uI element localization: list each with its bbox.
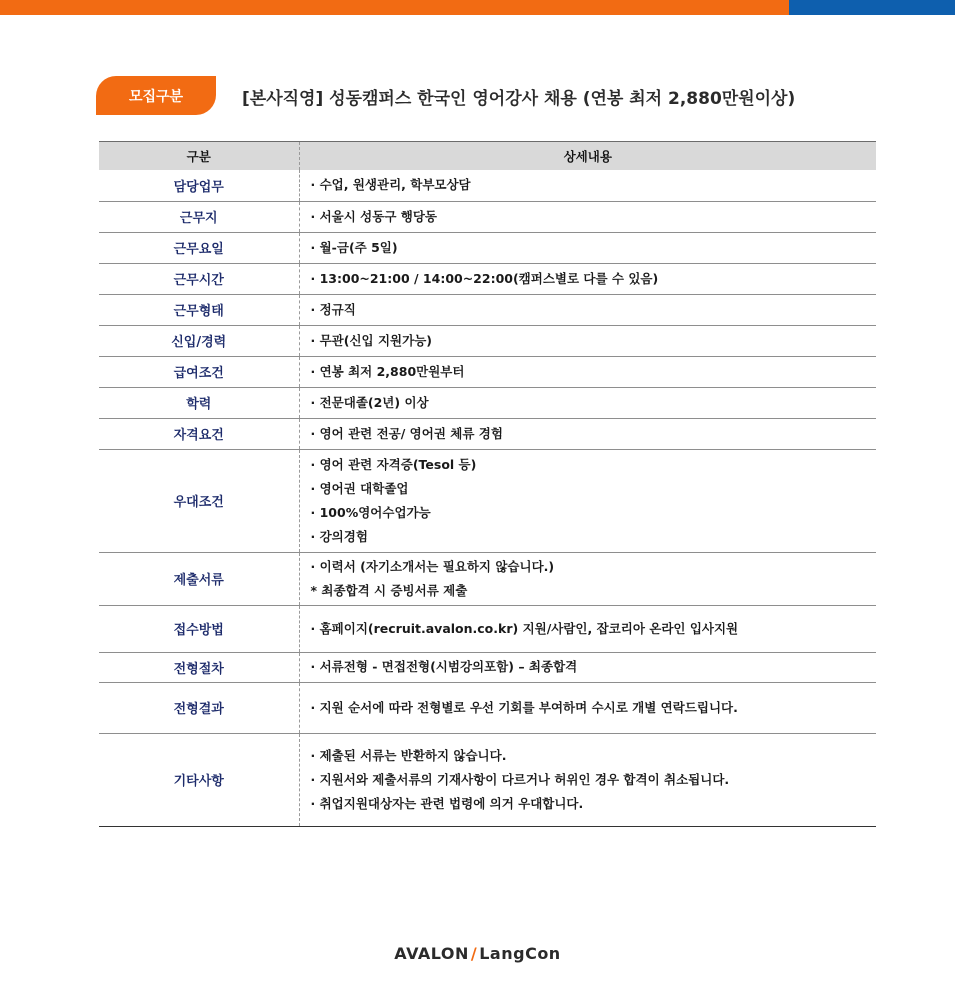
row-detail	[299, 552, 876, 605]
top-bar-orange	[0, 0, 789, 15]
detail-line: · 수업, 원생관리, 학부모상담	[310, 177, 471, 193]
row-category: 근무시간	[99, 263, 299, 294]
row-category: 전형결과	[99, 682, 299, 733]
top-bar-blue	[789, 0, 955, 15]
header-detail: 상세내용	[299, 142, 876, 171]
table-row	[99, 263, 876, 294]
detail-line: · 지원서와 제출서류의 기재사항이 다르거나 허위인 경우 합격이 취소됩니다.	[310, 771, 730, 787]
row-detail	[299, 682, 876, 733]
row-detail	[299, 201, 876, 232]
row-category: 접수방법	[99, 605, 299, 652]
row-category: 신입/경력	[99, 325, 299, 356]
detail-line: · 서울시 성동구 행당동	[310, 208, 437, 224]
table-row	[99, 201, 876, 232]
row-category: 급여조건	[99, 356, 299, 387]
detail-line: · 강의경험	[310, 528, 368, 544]
table-row	[99, 418, 876, 449]
detail-line: * 최종합격 시 증빙서류 제출	[310, 582, 468, 598]
row-detail	[299, 418, 876, 449]
detail-line: · 전문대졸(2년) 이상	[310, 394, 429, 410]
logo-langcon: LangCon	[479, 944, 561, 963]
page-title: [본사직영] 성동캠퍼스 한국인 영어강사 채용 (연봉 최저 2,880만원이상)	[242, 89, 796, 109]
row-detail	[299, 605, 876, 652]
row-category: 근무요일	[99, 232, 299, 263]
detail-line: · 제출된 서류는 반환하지 않습니다.	[310, 747, 507, 763]
row-detail	[299, 170, 876, 201]
detail-line: · 정규직	[310, 301, 356, 317]
table-header-row	[99, 142, 876, 171]
detail-line: · 취업지원대상자는 관련 법령에 의거 우대합니다.	[310, 795, 584, 811]
detail-line: · 이력서 (자기소개서는 필요하지 않습니다.)	[310, 558, 555, 574]
table-row	[99, 449, 876, 552]
detail-line: · 100%영어수업가능	[310, 504, 431, 520]
recruit-category-badge: 모집구분	[96, 76, 216, 115]
row-category: 학력	[99, 387, 299, 418]
job-detail-table	[99, 141, 876, 827]
row-detail	[299, 356, 876, 387]
row-detail	[299, 263, 876, 294]
row-detail	[299, 449, 876, 552]
detail-line: · 서류전형 - 면접전형(시범강의포함) – 최종합격	[310, 659, 578, 674]
row-detail	[299, 294, 876, 325]
row-category: 자격요건	[99, 418, 299, 449]
table-row	[99, 733, 876, 826]
row-category: 제출서류	[99, 552, 299, 605]
company-logo	[0, 944, 955, 963]
table-row	[99, 232, 876, 263]
detail-line: · 지원 순서에 따라 전형별로 우선 기회를 부여하며 수시로 개별 연락드립니다.	[310, 699, 738, 715]
row-category: 담당업무	[99, 170, 299, 201]
header-category: 구분	[99, 142, 299, 171]
table-row	[99, 387, 876, 418]
row-category: 우대조건	[99, 449, 299, 552]
table-row	[99, 170, 876, 201]
row-detail	[299, 387, 876, 418]
logo-separator: /	[470, 944, 478, 963]
table-row	[99, 682, 876, 733]
table-row	[99, 552, 876, 605]
detail-line: · 무관(신입 지원가능)	[310, 332, 432, 348]
detail-line: · 영어권 대학졸업	[310, 480, 409, 496]
table-row	[99, 325, 876, 356]
top-color-bar	[0, 0, 955, 15]
logo-avalon: AVALON	[394, 944, 469, 963]
detail-line: · 영어 관련 자격증(Tesol 등)	[310, 456, 477, 472]
table-row	[99, 294, 876, 325]
row-category: 전형절차	[99, 652, 299, 682]
detail-line: · 13:00~21:00 / 14:00~22:00(캠퍼스별로 다를 수 있음)	[310, 270, 659, 286]
detail-line: · 월-금(주 5일)	[310, 239, 398, 255]
row-category: 근무지	[99, 201, 299, 232]
table-row	[99, 356, 876, 387]
table-row	[99, 652, 876, 682]
row-category: 기타사항	[99, 733, 299, 826]
detail-line: · 홈페이지(recruit.avalon.co.kr) 지원/사람인, 잡코리아 온라인 입사지원	[310, 620, 739, 636]
row-detail	[299, 325, 876, 356]
row-detail	[299, 232, 876, 263]
table-row	[99, 605, 876, 652]
row-detail	[299, 652, 876, 682]
detail-line: · 영어 관련 전공/ 영어권 체류 경험	[310, 425, 503, 441]
row-category: 근무형태	[99, 294, 299, 325]
detail-line: · 연봉 최저 2,880만원부터	[310, 363, 465, 379]
row-detail	[299, 733, 876, 826]
